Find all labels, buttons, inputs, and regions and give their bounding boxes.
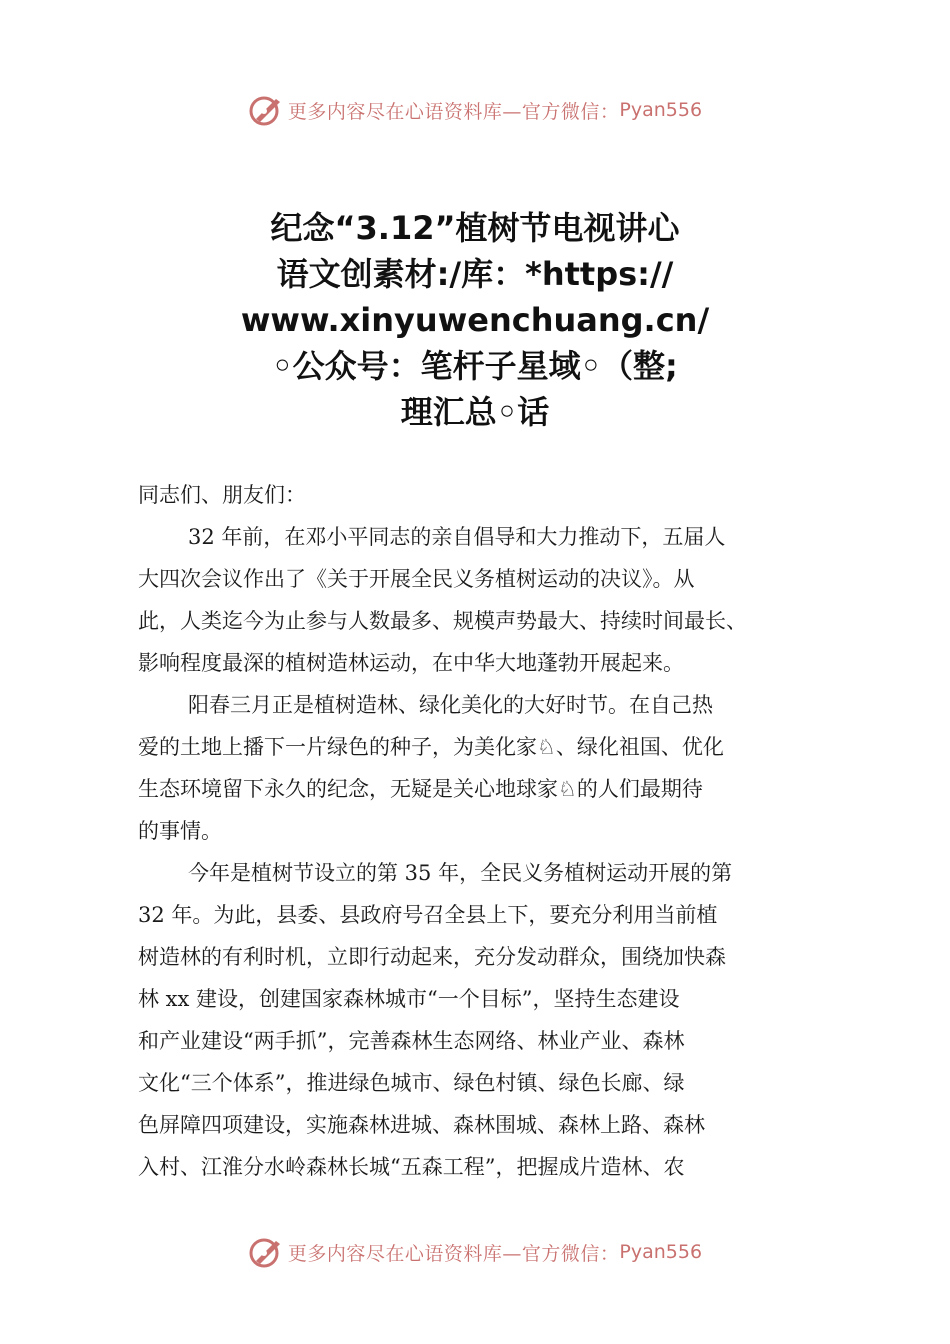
footer-banner	[0, 1232, 950, 1272]
paragraph-line: 此，人类迄今为止参与人数最多、规模声势最大、持续时间最长、	[138, 609, 747, 633]
paragraph-line: 林 xx 建设，创建国家森林城市“一个目标”，坚持生态建设	[138, 987, 680, 1011]
paragraph-line: 树造林的有利时机，立即行动起来，充分发动群众，围绕加快森	[138, 945, 726, 969]
paragraph-line: 32 年。为此，县委、县政府号召全县上下，要充分利用当前植	[138, 903, 718, 927]
paragraph-line: 今年是植树节设立的第 35 年，全民义务植树运动开展的第	[188, 861, 733, 885]
greeting: 同志们、朋友们：	[138, 483, 306, 507]
title-line: ◦公众号：笔杆子星域◦（整;	[272, 347, 678, 385]
document-body	[138, 474, 838, 1188]
wechat-id: Pyan556	[619, 1241, 703, 1263]
banner-text: 更多内容尽在心语资料库—官方微信：	[287, 100, 620, 123]
paragraph-line: 影响程度最深的植树造林运动，在中华大地蓬勃开展起来。	[138, 651, 684, 675]
header-banner	[0, 90, 950, 130]
paragraph-line: 生态环境留下永久的纪念，无疑是关心地球家♘的人们最期待	[138, 777, 703, 801]
title-line: www.xinyuwenchuang.cn/	[240, 301, 710, 339]
paragraph-line: 大四次会议作出了《关于开展全民义务植树运动的决议》。从	[138, 567, 695, 591]
paragraph-line: 入村、江淮分水岭森林长城“五森工程”，把握成片造林、农	[138, 1155, 685, 1179]
paragraph-line: 文化“三个体系”，推进绿色城市、绿色村镇、绿色长廊、绿	[138, 1071, 685, 1095]
paragraph-line: 阳春三月正是植树造林、绿化美化的大好时节。在自己热	[188, 693, 713, 717]
paragraph-line: 的事情。	[138, 819, 222, 843]
paragraph-line: 色屏障四项建设，实施森林进城、森林围城、森林上路、森林	[138, 1113, 705, 1137]
paragraph-line: 爱的土地上播下一片绿色的种子，为美化家♘、绿化祖国、优化	[138, 735, 724, 759]
banner-text: 更多内容尽在心语资料库—官方微信：	[287, 1242, 620, 1265]
title-line: 理汇总◦话	[400, 393, 550, 431]
pen-logo-icon	[248, 93, 284, 127]
paragraph-line: 32 年前，在邓小平同志的亲自倡导和大力推动下，五届人	[188, 525, 726, 549]
document-title	[150, 205, 800, 435]
title-line: 纪念“3.12”植树节电视讲心	[270, 209, 680, 247]
title-line: 语文创素材:/库：*https://	[276, 255, 674, 293]
pen-logo-icon	[248, 1235, 284, 1269]
paragraph-line: 和产业建设“两手抓”，完善森林生态网络、林业产业、森林	[138, 1029, 685, 1053]
wechat-id: Pyan556	[619, 99, 703, 121]
